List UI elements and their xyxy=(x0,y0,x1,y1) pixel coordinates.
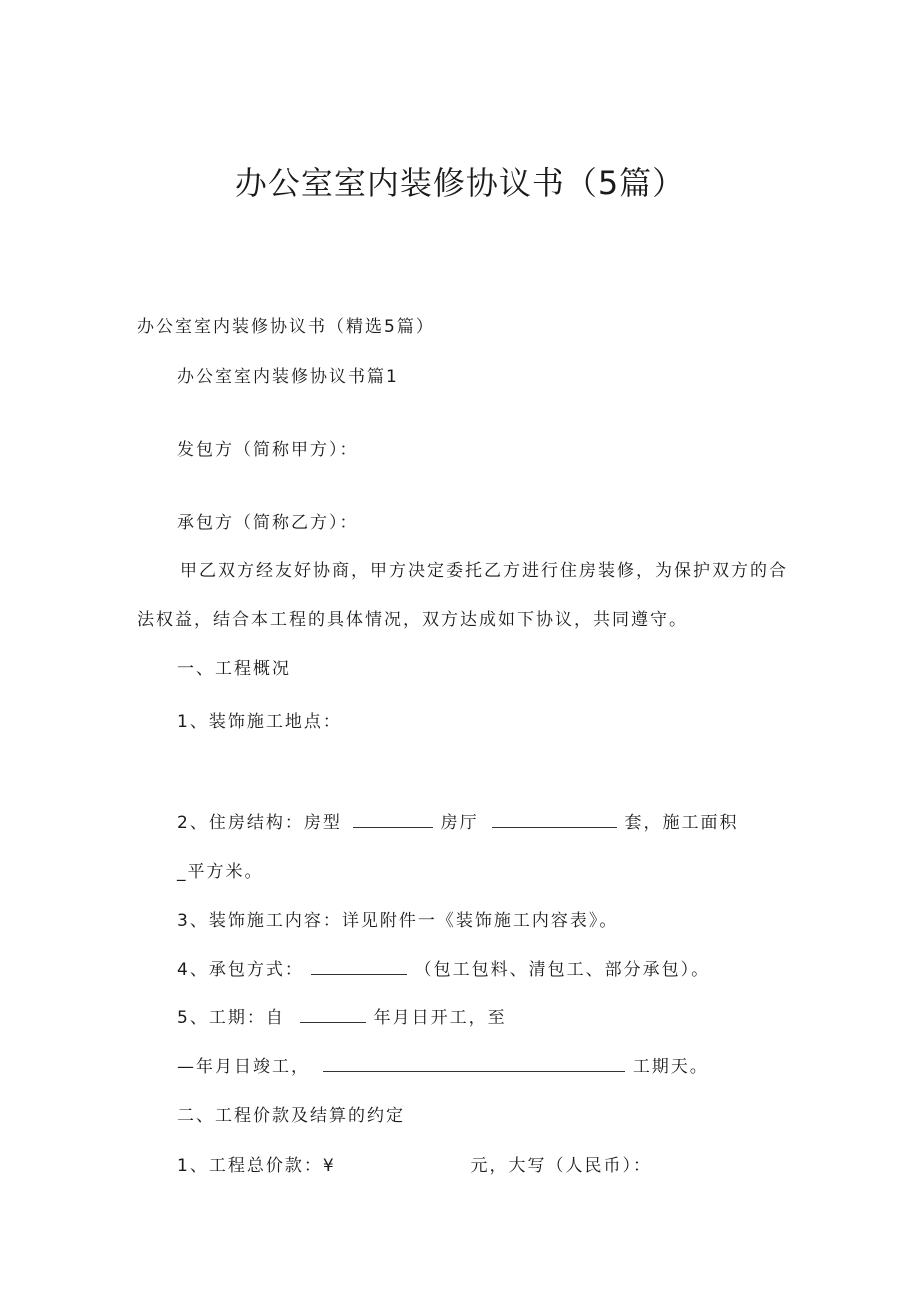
item-construction-location: 1、装饰施工地点： xyxy=(177,712,342,732)
item-contract-method xyxy=(177,955,710,980)
heading-price-settlement: 二、工程价款及结算的约定 xyxy=(177,1106,405,1126)
item-housing-structure-area: 套，施工面积 xyxy=(624,813,739,833)
item-housing-structure-label: 2、住房结构：房型 xyxy=(177,813,342,833)
item-duration xyxy=(177,1003,507,1028)
item-contract-method-options: （包工包料、清包工、部分承包）。 xyxy=(414,960,711,980)
item-housing-structure-rooms: 房厅 xyxy=(440,813,479,833)
intro-paragraph-line-1: 甲乙双方经友好协商，甲方决定委托乙方进行住房装修，为保护双方的合 xyxy=(180,561,788,581)
heading-project-overview: 一、工程概况 xyxy=(177,659,291,679)
end-date-blank xyxy=(323,1055,625,1072)
contract-method-blank xyxy=(311,958,407,975)
document-subtitle: 办公室室内装修协议书（精选5篇） xyxy=(137,317,435,337)
item-duration-label: 5、工期：自 xyxy=(177,1008,285,1028)
document-title: 办公室室内装修协议书（5篇） xyxy=(234,164,686,202)
item-duration-start: 年月日开工，至 xyxy=(373,1008,507,1028)
room-type-blank xyxy=(353,811,433,828)
party-b-label: 承包方（简称乙方）： xyxy=(177,513,359,533)
item-duration-end-label: —年月日竣工， xyxy=(177,1057,310,1077)
item-duration-end xyxy=(177,1052,709,1077)
item-contract-method-label: 4、承包方式： xyxy=(177,960,304,980)
item-total-price-label: 1、工程总价款：¥ xyxy=(177,1156,336,1176)
item-total-price-words: 元，大写（人民币）： xyxy=(470,1156,652,1176)
hall-count-blank xyxy=(492,811,617,828)
party-a-label: 发包方（简称甲方）： xyxy=(177,440,359,460)
section-title: 办公室室内装修协议书篇1 xyxy=(177,367,399,387)
item-duration-days: 工期天。 xyxy=(632,1057,709,1077)
start-date-blank xyxy=(300,1006,366,1023)
item-housing-structure xyxy=(177,808,738,833)
intro-paragraph-line-2: 法权益，结合本工程的具体情况，双方达成如下协议，共同遵守。 xyxy=(137,610,688,630)
item-housing-structure-unit: _平方米。 xyxy=(177,862,264,882)
item-total-price xyxy=(177,1151,652,1176)
item-construction-content: 3、装饰施工内容：详见附件一《装饰施工内容表》。 xyxy=(177,911,619,931)
